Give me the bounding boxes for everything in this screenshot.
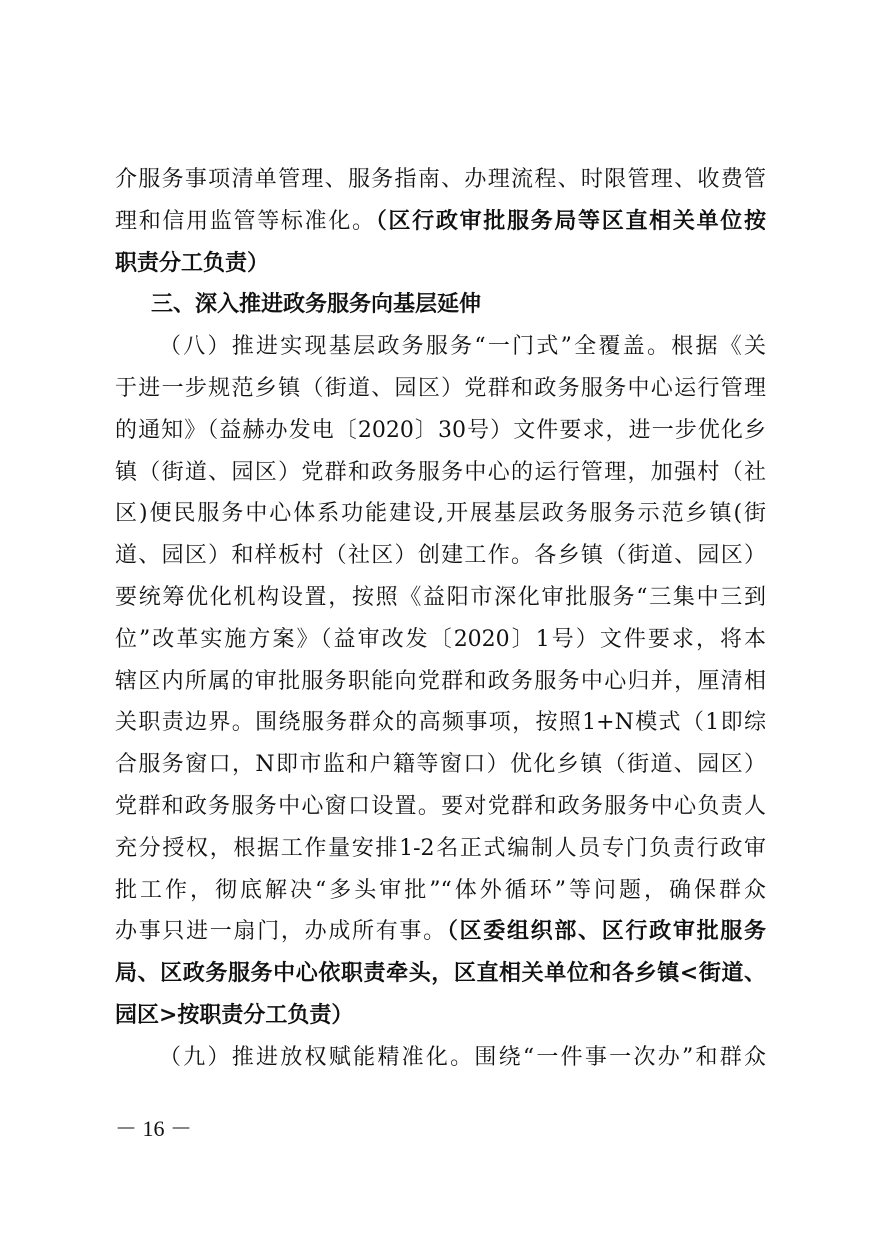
text-line [115, 243, 766, 285]
text-segment: 三、深入推进政务服务向基层延伸 [151, 291, 482, 318]
text-segment: 位”改革实施方案》（益审改发〔2020〕1号）文件要求，将本 [115, 626, 766, 652]
text-line [115, 786, 766, 828]
text-segment: 镇（街道、园区）党群和政务服务中心的运行管理，加强村（社 [115, 459, 766, 485]
responsibility-note: 职责分工负责） [115, 249, 270, 276]
text-line [115, 326, 766, 368]
text-segment: （八）推进实现基层政务服务“一门式”全覆盖。 [159, 334, 672, 360]
text-line [115, 953, 766, 995]
text-segment: 关职责边界。围绕服务群众的高频事项，按照1+N模式（1即综 [115, 710, 766, 736]
responsibility-note: （区行政审批服务局等区直相关单位按 [375, 207, 766, 234]
text-line [115, 702, 766, 744]
text-line [115, 744, 766, 786]
responsibility-note: 局、区政务服务中心依职责牵头，区直相关单位和各乡镇<街道、 [115, 960, 766, 987]
document-body [115, 159, 766, 1079]
text-line [115, 661, 766, 703]
text-segment: 批工作，彻底解决“多头审批”“体外循环”等问题，确保群众 [115, 877, 766, 903]
text-segment: （九）推进放权赋能精准化。 [159, 1044, 475, 1070]
text-line [115, 911, 766, 953]
text-line [115, 619, 766, 661]
text-segment: 办事只进一扇门，办成所有事。 [115, 919, 447, 945]
text-line [115, 828, 766, 870]
text-segment: 理和信用监管等标准化。 [115, 208, 376, 234]
text-segment: 的通知》（益赫办发电〔2020〕30号）文件要求，进一步优化乡 [115, 417, 766, 443]
text-line [115, 410, 766, 452]
page-number: － 16 － [115, 1116, 193, 1141]
text-line [115, 995, 766, 1037]
text-line [115, 201, 766, 243]
text-segment: 充分授权，根据工作量安排1-2名正式编制人员专门负责行政审 [115, 835, 766, 861]
text-line [115, 159, 766, 201]
text-segment: 于进一步规范乡镇（街道、园区）党群和政务服务中心运行管理 [115, 375, 766, 401]
text-line [115, 577, 766, 619]
text-line [115, 1037, 766, 1079]
section-heading [115, 284, 766, 326]
text-segment: 合服务窗口，N即市监和户籍等窗口）优化乡镇（街道、园区） [115, 752, 766, 778]
text-segment: 道、园区）和样板村（社区）创建工作。各乡镇（街道、园区） [115, 543, 766, 569]
text-segment: 党群和政务服务中心窗口设置。要对党群和政务服务中心负责人 [115, 793, 766, 819]
text-line [115, 452, 766, 494]
text-segment: 区)便民服务中心体系功能建设,开展基层政务服务示范乡镇(街 [115, 501, 766, 527]
text-segment: 根据《关 [671, 334, 766, 360]
text-line [115, 535, 766, 577]
responsibility-note: （区委组织部、区行政审批服务 [446, 918, 766, 945]
text-segment: 介服务事项清单管理、服务指南、办理流程、时限管理、收费管 [115, 167, 766, 192]
responsibility-note: 园区>按职责分工负责） [115, 1001, 354, 1028]
text-segment: 辖区内所属的审批服务职能向党群和政务服务中心归并，厘清相 [115, 668, 766, 694]
text-line [115, 870, 766, 912]
text-segment: 要统筹优化机构设置，按照《益阳市深化审批服务“三集中三到 [115, 584, 766, 610]
text-line [115, 493, 766, 535]
text-segment: 围绕“一件事一次办”和群众 [474, 1044, 766, 1070]
text-line [115, 368, 766, 410]
